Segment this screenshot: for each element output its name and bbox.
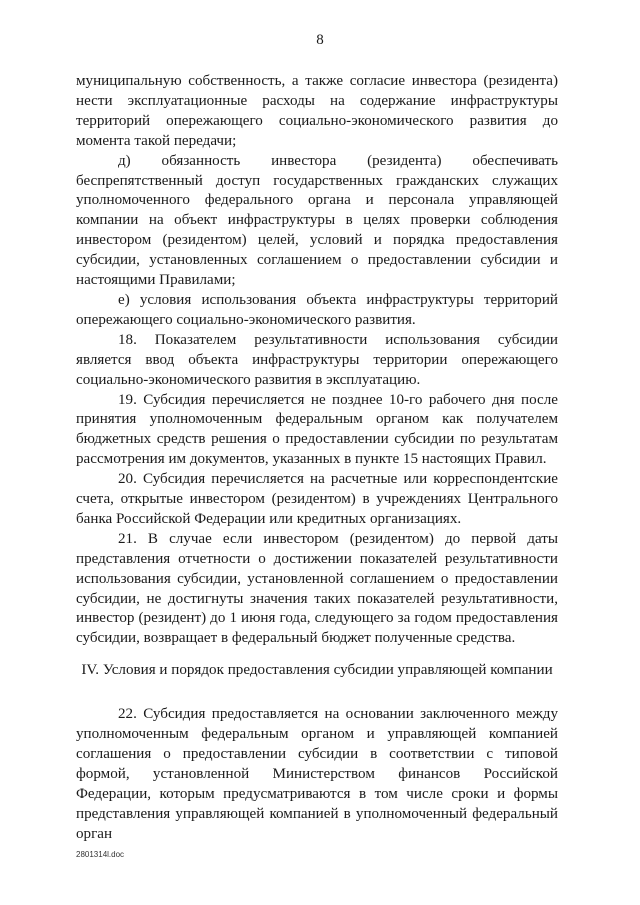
paragraph-continuation: муниципальную собственность, а также согласие инвестора (резидента) нести эксплуатационные расходы на содержание инфраструктуры территорий опережающего социально-экономического развития до момента такой передачи; [76,73,558,149]
paragraph-item-e: е) условия использования объекта инфраструктуры территорий опережающего социально-экономического развития. [76,291,558,328]
document-body [76,72,558,845]
paragraph-20: 20. Субсидия перечисляется на расчетные или корреспондентские счета, открытые инвестором (резидентом) в учреждениях Центрального банка Российской Федерации или кредитных организациях. [76,471,558,527]
paragraph-19: 19. Субсидия перечисляется не позднее 10-го рабочего дня после принятия уполномоченным федеральным органом как получателем бюджетных средств решения о предоставлении субсидии по результатам рассмотрения им документов, указанных в пункте 15 настоящих Правил. [76,391,558,468]
footer-file-code: 2801314l.doc [76,850,125,859]
page-number: 8 [316,32,324,48]
section-heading: IV. Условия и порядок предоставления субсидии управляющей компании [81,662,553,679]
paragraph-21: 21. В случае если инвестором (резидентом) до первой даты представления отчетности о достижении показателей результативности использования субсидии, установленной соглашением о предоставлении субсидии, не достигнуты значения таких показателей результативности, инвестор (резидент) до 1 июня года, следующего за годом предоставления субсидии, возвращает в федеральный бюджет полученные средства. [76,530,558,647]
paragraph-22: 22. Субсидия предоставляется на основании заключенного между уполномоченным федеральным органом и управляющей компанией соглашения о предоставлении субсидии в соответствии с типовой формой, установленной Министерством финансов Российской Федерации, которым предусматриваются в том числе сроки и формы представления управляющей компанией в уполномоченный федеральный орган [76,706,558,842]
paragraph-item-d: д) обязанность инвестора (резидента) обеспечивать беспрепятственный доступ государственных гражданских служащих уполномоченного федерального органа и персонала управляющей компании на объект инфраструктуры в целях проверки соблюдения инвестором (резидентом) целей, условий и порядка предоставления субсидии, установленных соглашением о предоставлении субсидии и настоящими Правилами; [76,152,558,289]
paragraph-18: 18. Показателем результативности использования субсидии является ввод объекта инфраструктуры территории опережающего социально-экономического развития в эксплуатацию. [76,331,558,388]
